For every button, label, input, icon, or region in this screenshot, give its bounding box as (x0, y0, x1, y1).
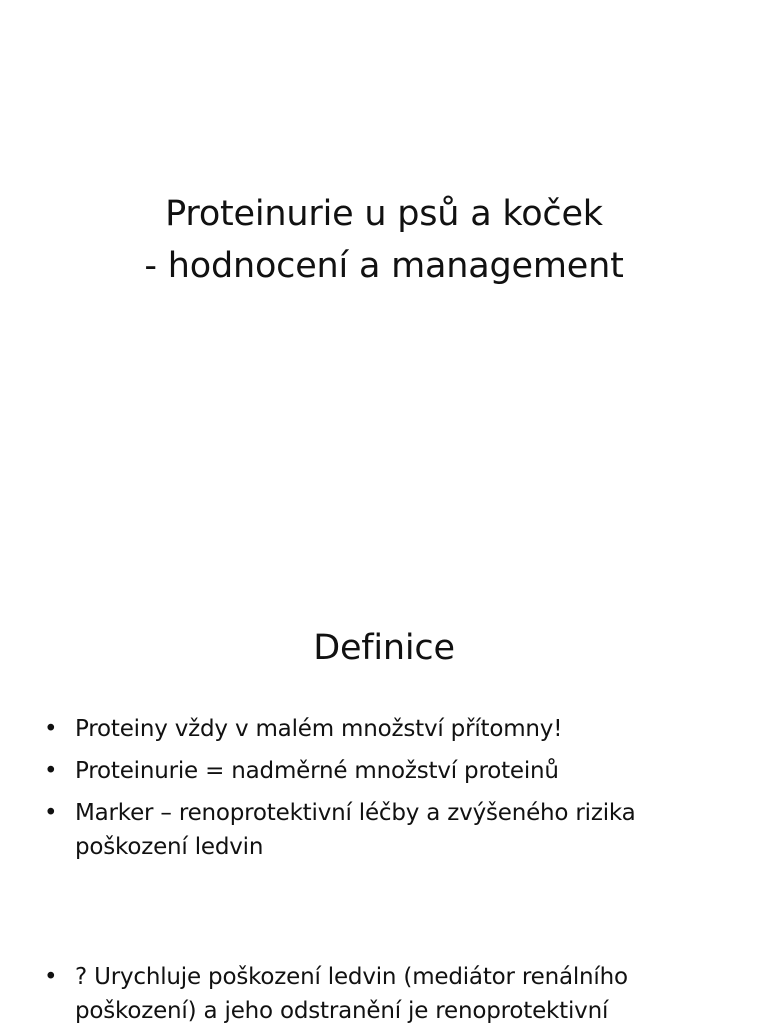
bullet-text: Proteinurie = nadměrné množství proteinů (75, 758, 559, 784)
bullet-item (44, 712, 744, 746)
title-line-2: - hodnocení a management (144, 246, 624, 286)
presentation-title (0, 188, 768, 292)
bullet-icon: • (44, 800, 58, 826)
bullet-item (44, 796, 744, 864)
bullet-icon: • (44, 964, 58, 990)
bullet-text: Proteiny vždy v malém množství přítomny! (75, 716, 563, 742)
bullet-text: Marker – renoprotektivní léčby a zvýšeného rizika poškození ledvin (75, 800, 636, 860)
title-line-1: Proteinurie u psů a koček (165, 194, 603, 234)
bullet-item (44, 960, 744, 1024)
bullet-icon: • (44, 716, 58, 742)
definition-slide (0, 576, 768, 1024)
bullet-item (44, 754, 744, 788)
bullet-text: ? Urychluje poškození ledvin (mediátor renálního poškození) a jeho odstranění je renoprotektivní (75, 964, 628, 1024)
bullet-icon: • (44, 758, 58, 784)
bullet-list (44, 712, 744, 1024)
slide-title: Definice (313, 628, 455, 668)
